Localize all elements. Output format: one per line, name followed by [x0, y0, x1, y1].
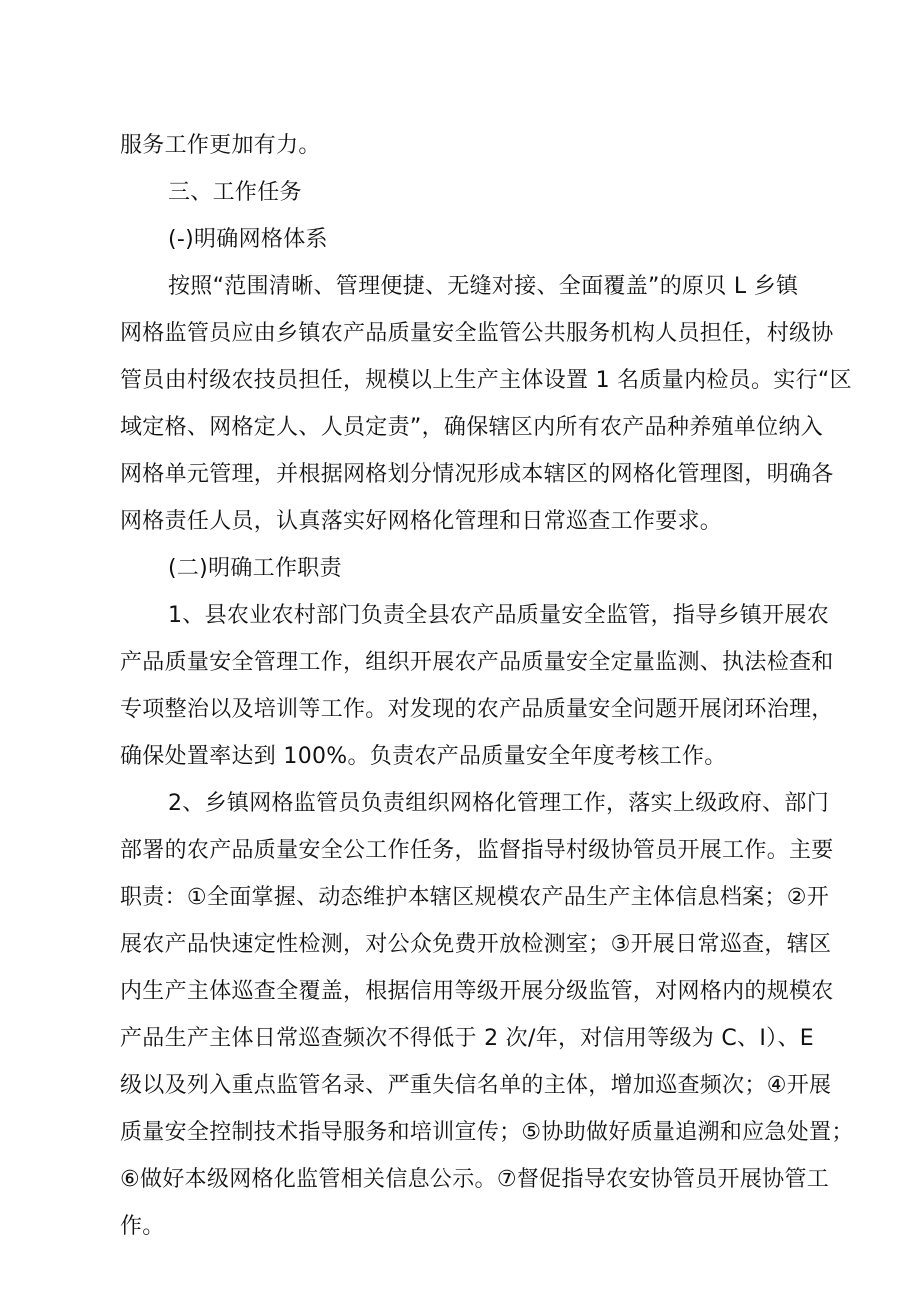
text-line: 2、乡镇网格监管员负责组织网格化管理工作，落实上级政府、部门 — [168, 791, 829, 816]
text-line: 级以及列入重点监管名录、严重失信名单的主体，增加巡查频次；④开展 — [120, 1073, 832, 1098]
text-line: ⑥做好本级网格化监管相关信息公示。⑦督促指导农安协管员开展协管工 — [120, 1167, 830, 1192]
text-line: 确保处置率达到 100%。负责农产品质量安全年度考核工作。 — [120, 744, 727, 769]
text-line: 按照“范围清晰、管理便捷、无缝对接、全面覆盖”的原贝 L 乡镇 — [168, 274, 799, 299]
section-heading: 三、工作任务 — [168, 180, 302, 205]
text-line: 专项整治以及培训等工作。对发现的农产品质量安全问题开展闭环治理， — [120, 697, 834, 722]
text-line: 网格单元管理，并根据网格划分情况形成本辖区的网格化管理图，明确各 — [120, 462, 834, 487]
text-line: 服务工作更加有力。 — [120, 133, 321, 158]
text-line: 作。 — [120, 1214, 165, 1239]
text-line: 管员由村级农技员担任，规模以上生产主体设置 1 名质量内检员。实行“区 — [120, 368, 852, 393]
text-line: 网格责任人员，认真落实好网格化管理和日常巡查工作要求。 — [120, 509, 723, 534]
text-line: 部署的农产品质量安全公工作任务，监督指导村级协管员开展工作。主要 — [120, 838, 834, 863]
text-line: 展农产品快速定性检测，对公众免费开放检测室；③开展日常巡查，辖区 — [120, 932, 832, 957]
text-line: 产品生产主体日常巡查频次不得低于 2 次/年，对信用等级为 C、I）、E — [120, 1026, 814, 1051]
subsection-heading: (-)明确网格体系 — [168, 227, 328, 252]
text-line: 产品质量安全管理工作，组织开展农产品质量安全定量监测、执法检查和 — [120, 650, 834, 675]
text-line: 1、县农业农村部门负责全县农产品质量安全监管，指导乡镇开展农 — [168, 603, 829, 628]
text-line: 质量安全控制技术指导服务和培训宣传；⑤协助做好质量追溯和应急处置； — [120, 1120, 854, 1145]
text-line: 职责：①全面掌握、动态维护本辖区规模农产品生产主体信息档案；②开 — [120, 885, 830, 910]
text-line: 内生产主体巡查全覆盖，根据信用等级开展分级监管，对网格内的规模农 — [120, 979, 834, 1004]
subsection-heading: (二)明确工作职责 — [168, 556, 342, 581]
text-line: 网格监管员应由乡镇农产品质量安全监管公共服务机构人员担任，村级协 — [120, 321, 834, 346]
text-line: 域定格、网格定人、人员定责”，确保辖区内所有农产品种养殖单位纳入 — [120, 415, 823, 440]
